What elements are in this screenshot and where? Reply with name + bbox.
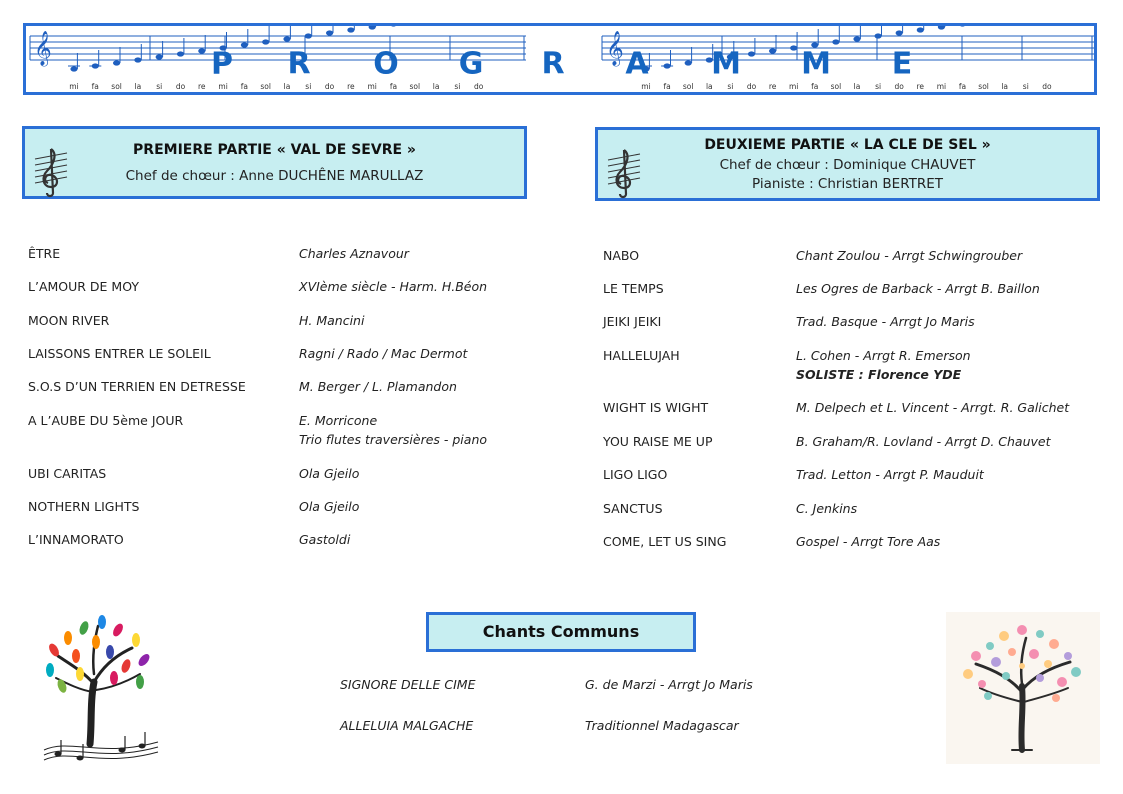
song-author: Traditionnel Madagascar bbox=[585, 718, 739, 733]
song-title: YOU RAISE ME UP bbox=[603, 434, 713, 449]
note-name-label: la bbox=[705, 82, 713, 91]
note-name-label: re bbox=[916, 82, 925, 91]
note-head bbox=[70, 66, 77, 71]
banner-letter: P bbox=[211, 46, 233, 82]
note-name-label: do bbox=[746, 82, 757, 91]
note-head bbox=[853, 36, 860, 41]
note-head bbox=[283, 36, 290, 41]
note-name-label: la bbox=[134, 82, 142, 91]
part2-title: DEUXIEME PARTIE « LA CLE DE SEL » bbox=[704, 137, 991, 153]
song-author: Les Ogres de Barback - Arrgt B. Baillon bbox=[796, 281, 1040, 296]
communs-title: Chants Communs bbox=[426, 612, 696, 652]
note-name-label: do bbox=[324, 82, 335, 91]
song-title: L’AMOUR DE MOY bbox=[28, 279, 139, 294]
note-name-label: sol bbox=[978, 82, 989, 91]
note-name-label: re bbox=[347, 82, 355, 91]
song-author: Ola Gjeilo bbox=[299, 499, 360, 514]
treble-clef-icon: 𝄞 bbox=[34, 31, 52, 66]
note-name-label: sol bbox=[260, 82, 271, 91]
song-title: HALLELUJAH bbox=[603, 348, 680, 363]
note-head bbox=[369, 26, 376, 30]
banner-letter: O bbox=[373, 46, 399, 82]
song-author: Gospel - Arrgt Tore Aas bbox=[796, 534, 941, 549]
song-author: L. Cohen - Arrgt R. Emerson bbox=[796, 348, 971, 363]
note-name-label: re bbox=[768, 82, 777, 91]
note-head bbox=[198, 48, 205, 53]
note-name-label: fa bbox=[389, 82, 398, 91]
song-title: L’INNAMORATO bbox=[28, 532, 124, 547]
note-name-label: si bbox=[1022, 82, 1029, 91]
banner-letter: E bbox=[891, 46, 913, 82]
note-name-label: do bbox=[474, 82, 484, 91]
programme-banner bbox=[23, 23, 1097, 95]
note-name-label: fa bbox=[663, 82, 671, 91]
note-name-label: do bbox=[894, 82, 904, 91]
part1-header-box bbox=[22, 126, 527, 199]
note-head bbox=[156, 54, 163, 59]
song-title: LE TEMPS bbox=[603, 281, 664, 296]
song-title: SIGNORE DELLE CIME bbox=[340, 677, 476, 692]
note-name-label: fa bbox=[958, 82, 967, 91]
note-head bbox=[790, 45, 797, 50]
note-name-label: do bbox=[1042, 82, 1052, 91]
song-author: Chant Zoulou - Arrgt Schwingrouber bbox=[796, 248, 1023, 263]
song-author: Charles Aznavour bbox=[299, 246, 409, 261]
note-name-label: mi bbox=[69, 82, 79, 91]
banner-letter: M bbox=[711, 46, 741, 82]
banner-letter: R bbox=[541, 46, 565, 82]
song-author: Ola Gjeilo bbox=[299, 466, 360, 481]
note-name-label: fa bbox=[240, 82, 249, 91]
note-head bbox=[177, 51, 184, 56]
song-author: XVIème siècle - Harm. H.Béon bbox=[299, 279, 488, 294]
musical-tree-illustration bbox=[40, 612, 162, 770]
note-head bbox=[938, 26, 945, 30]
song-author: G. de Marzi - Arrgt Jo Maris bbox=[585, 677, 753, 692]
song-title: A L’AUBE DU 5ème JOUR bbox=[28, 413, 184, 428]
note-name-label: la bbox=[283, 82, 291, 91]
song-author: Trad. Letton - Arrgt P. Mauduit bbox=[796, 467, 984, 482]
note-name-label: sol bbox=[111, 82, 122, 91]
song-title: MOON RIVER bbox=[28, 313, 110, 328]
song-title: LIGO LIGO bbox=[603, 467, 668, 482]
song-title: WIGHT IS WIGHT bbox=[603, 400, 709, 415]
treble-clef-icon: 𝄞 bbox=[606, 31, 624, 66]
part2-pianist: Pianiste : Christian BERTRET bbox=[751, 176, 943, 192]
banner-letter: M bbox=[801, 46, 831, 82]
song-title: NOTHERN LIGHTS bbox=[28, 499, 140, 514]
part1-chef: Chef de chœur : Anne DUCHÊNE MARULLAZ bbox=[125, 168, 424, 184]
note-head bbox=[959, 26, 966, 27]
list-item bbox=[340, 677, 475, 692]
song-author: C. Jenkins bbox=[796, 501, 858, 516]
song-title: COME, LET US SING bbox=[603, 534, 727, 549]
note-name-label: sol bbox=[830, 82, 842, 91]
song-author: E. Morricone bbox=[299, 413, 378, 428]
note-head bbox=[832, 39, 839, 44]
note-head bbox=[241, 42, 248, 47]
note-name-label: fa bbox=[91, 82, 99, 91]
note-name-label: mi bbox=[218, 82, 228, 91]
note-head bbox=[347, 27, 354, 32]
note-head bbox=[134, 57, 141, 62]
song-title: LAISSONS ENTRER LE SOLEIL bbox=[28, 346, 211, 361]
note-head bbox=[685, 60, 692, 65]
note-head bbox=[769, 48, 776, 53]
note-name-label: mi bbox=[936, 82, 947, 91]
note-head bbox=[305, 33, 312, 38]
note-name-label: re bbox=[198, 82, 206, 91]
soloist-credit: SOLISTE : Florence YDE bbox=[796, 367, 962, 382]
song-author: H. Mancini bbox=[299, 313, 365, 328]
note-head bbox=[262, 39, 269, 44]
note-head bbox=[896, 30, 903, 35]
part1-title: PREMIERE PARTIE « VAL DE SEVRE » bbox=[133, 142, 416, 158]
note-name-label: si bbox=[454, 82, 461, 91]
note-name-label: sol bbox=[409, 82, 421, 91]
note-name-label: fa bbox=[811, 82, 819, 91]
note-name-label: si bbox=[727, 82, 734, 91]
note-name-label: do bbox=[175, 82, 186, 91]
song-title: NABO bbox=[603, 248, 640, 263]
song-author: Trad. Basque - Arrgt Jo Maris bbox=[796, 314, 975, 329]
note-name-label: mi bbox=[789, 82, 799, 91]
note-name-label: sol bbox=[682, 82, 694, 91]
song-title: ÊTRE bbox=[28, 246, 61, 261]
banner-letter: G bbox=[458, 46, 484, 82]
part2-chef: Chef de chœur : Dominique CHAUVET bbox=[719, 157, 976, 173]
song-author: B. Graham/R. Lovland - Arrgt D. Chauvet bbox=[796, 434, 1051, 449]
note-head bbox=[390, 26, 397, 27]
flower-tree-illustration bbox=[946, 612, 1100, 764]
song-author: Gastoldi bbox=[299, 532, 351, 547]
part2-header-box bbox=[595, 127, 1100, 201]
note-head bbox=[917, 27, 924, 32]
note-head bbox=[326, 30, 333, 35]
note-head bbox=[113, 60, 120, 65]
note-name-label: mi bbox=[641, 82, 651, 91]
note-name-label: si bbox=[875, 82, 882, 91]
song-author: M. Berger / L. Plamandon bbox=[299, 379, 457, 394]
song-title: ALLELUIA MALGACHE bbox=[340, 718, 474, 733]
song-title: S.O.S D’UN TERRIEN EN DETRESSE bbox=[28, 379, 246, 394]
song-title: JEIKI JEIKI bbox=[603, 314, 662, 329]
song-author: Ragni / Rado / Mac Dermot bbox=[299, 346, 468, 361]
note-head bbox=[748, 51, 755, 56]
note-name-label: la bbox=[853, 82, 861, 91]
banner-letter: A bbox=[625, 46, 649, 82]
note-name-label: la bbox=[432, 82, 440, 91]
note-name-label: si bbox=[156, 82, 163, 91]
song-author: M. Delpech et L. Vincent - Arrgt. R. Galichet bbox=[796, 400, 1070, 415]
note-name-label: si bbox=[305, 82, 312, 91]
list-item bbox=[340, 718, 473, 733]
song-note: Trio flutes traversières - piano bbox=[299, 432, 488, 447]
banner-letter: R bbox=[287, 46, 311, 82]
song-title: UBI CARITAS bbox=[28, 466, 107, 481]
note-name-label: la bbox=[1001, 82, 1009, 91]
note-name-label: mi bbox=[367, 82, 377, 91]
song-title: SANCTUS bbox=[603, 501, 663, 516]
note-head bbox=[875, 33, 882, 38]
